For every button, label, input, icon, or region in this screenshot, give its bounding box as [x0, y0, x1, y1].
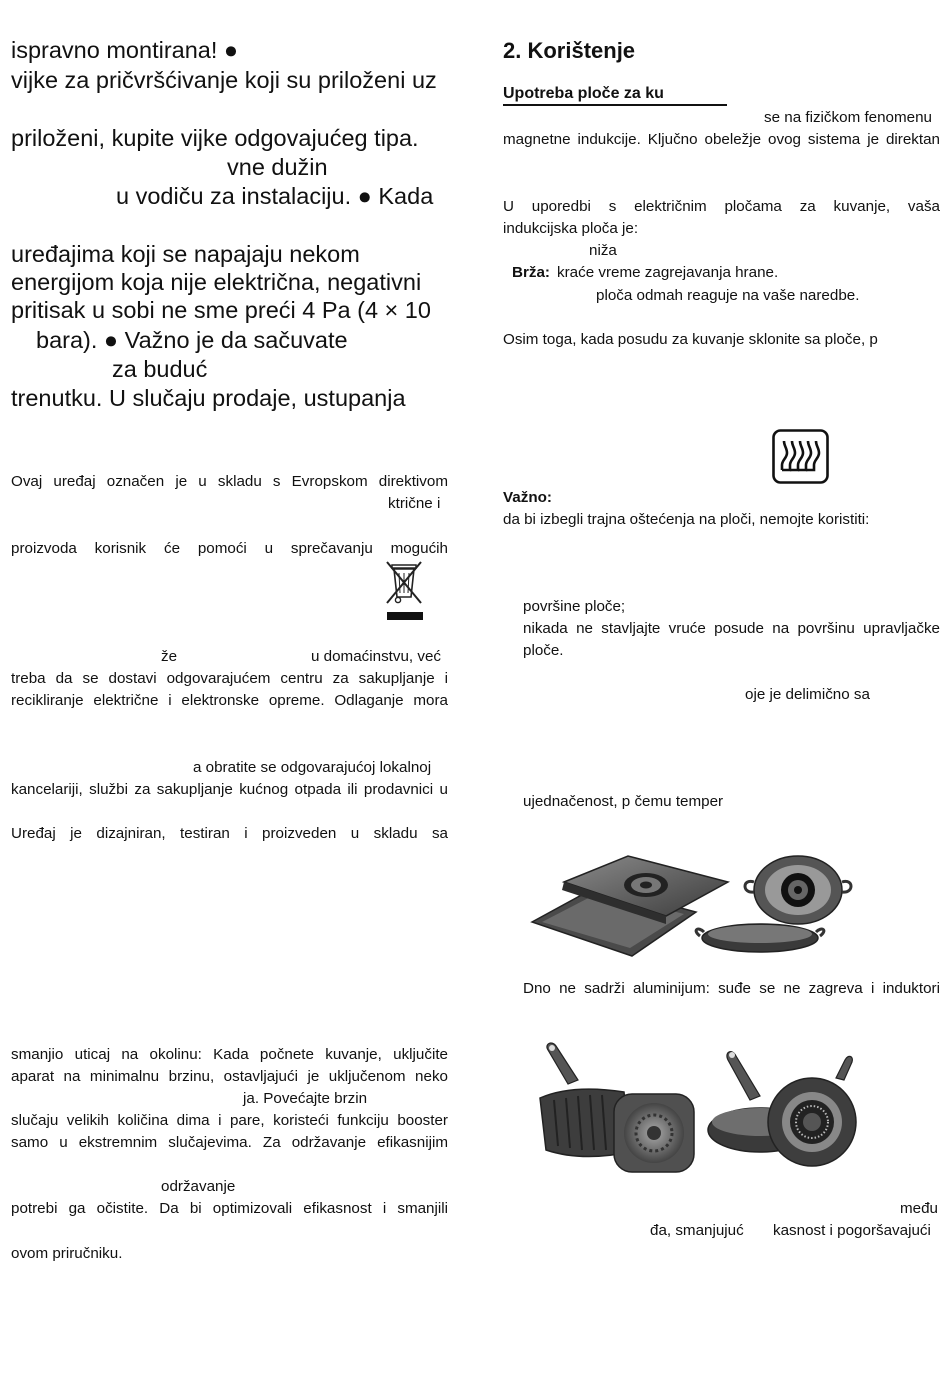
- bullet-label-brza: Brža:: [512, 264, 550, 281]
- left-text-line: priloženi, kupite vijke odgovajućeg tipa.: [11, 125, 419, 151]
- important-label: Važno:: [503, 489, 552, 506]
- section-title: 2. Korištenje: [503, 38, 636, 63]
- right-text-line: magnetne indukcije. Ključno obeležje ovog sistema je direktan: [503, 131, 940, 148]
- right-text-line: ujednačenost, p čemu temper: [523, 793, 724, 810]
- left-text-line: u vodiču za instalaciju. ● Kada: [116, 183, 434, 209]
- right-text-line: đa, smanjujuć: [650, 1222, 744, 1239]
- left-text-line: energijom koja nije električna, negativni: [11, 269, 422, 295]
- right-text-line: niža: [589, 242, 617, 259]
- left-text-line: ispravno montirana! ●: [11, 37, 239, 63]
- right-text-line: U uporedbi s električnim pločama za kuvanje, vaša: [503, 198, 940, 215]
- subsection-title: Upotreba ploče za ku: [503, 85, 664, 102]
- left-text-line: pritisak u sobi ne sme preći 4 Pa (4 × 10: [11, 297, 431, 323]
- induction-symbol-icon: [772, 429, 829, 484]
- left-small-line: u domaćinstvu, već: [311, 648, 441, 665]
- left-small-line: treba da se dostavi odgovarajućem centru za sakupljanje i: [11, 670, 448, 687]
- left-small-line: samo u ekstremnim slučajevima. Za održavanje efikasnijim: [11, 1134, 448, 1151]
- right-text-line: ploča odmah reaguje na vaše naredbe.: [596, 287, 860, 304]
- right-text-line: Dno ne sadrži aluminijum: suđe se ne zagreva i induktori: [523, 980, 940, 997]
- griddle-and-paella-pan-image: [528, 852, 858, 964]
- right-text-line: se na fizičkom fenomenu: [764, 109, 932, 126]
- left-text-line: trenutku. U slučaju prodaje, ustupanja: [11, 385, 406, 411]
- right-text-line: kraće vreme zagrejavanja hrane.: [557, 264, 779, 281]
- right-text-line: površine ploče;: [523, 598, 626, 615]
- weee-crossed-bin-icon: [383, 559, 425, 623]
- left-text-line: uređajima koji se napajaju nekom: [11, 241, 360, 267]
- left-small-line: že: [161, 648, 178, 665]
- right-text-line: među: [900, 1200, 938, 1217]
- left-small-line: Uređaj je dizajniran, testiran i proizveden u skladu sa: [11, 825, 448, 842]
- right-text-line: kasnost i pogoršavajući: [773, 1222, 931, 1239]
- left-small-line: kancelariji, službi za sakupljanje kućnog otpada ili prodavnici u: [11, 781, 448, 798]
- left-text-line: za buduć: [112, 356, 208, 382]
- left-small-line: a obratite se odgovarajućoj lokalnoj: [193, 759, 432, 776]
- left-small-line: recikliranje električne i elektronske opreme. Odlaganje mora: [11, 692, 448, 709]
- left-text-line: vijke za pričvršćivanje koji su priloženi uz: [11, 67, 437, 93]
- left-small-line: aparat na minimalnu brzinu, ostavljajući je uključenom neko: [11, 1068, 448, 1085]
- left-small-line: ktrične i: [388, 495, 441, 512]
- right-text-line: oje je delimično sa: [745, 686, 870, 703]
- left-small-line: potrebi ga očistite. Da bi optimizovali efikasnost i smanjili: [11, 1200, 448, 1217]
- left-small-line: Ovaj uređaj označen je u skladu s Evropskom direktivom: [11, 473, 448, 490]
- left-small-line: smanjio uticaj na okolinu: Kada počnete kuvanje, uključite: [11, 1046, 448, 1063]
- left-small-line: održavanje: [161, 1178, 236, 1195]
- right-text-line: da bi izbegli trajna oštećenja na ploči, nemojte koristiti:: [503, 511, 870, 528]
- right-text-line: nikada ne stavljajte vruće posude na površinu upravljačke: [523, 620, 940, 637]
- left-small-line: ovom priručniku.: [11, 1245, 123, 1262]
- left-small-line: slučaju velikih količina dima i pare, koristeći funkciju booster: [11, 1112, 448, 1129]
- grill-pan-and-frying-pan-image: [532, 1040, 858, 1180]
- left-small-line: ja. Povećajte brzin: [243, 1090, 368, 1107]
- left-text-line: bara). ● Važno je da sačuvate: [36, 327, 348, 353]
- right-text-line: indukcijska ploča je:: [503, 220, 639, 237]
- right-text-line: ploče.: [523, 642, 564, 659]
- left-small-line: proizvoda korisnik će pomoći u sprečavanju mogućih: [11, 540, 448, 557]
- left-text-line: vne dužin: [227, 154, 328, 180]
- right-text-line: Osim toga, kada posudu za kuvanje sklonite sa ploče, p: [503, 331, 878, 348]
- subsection-underline: [503, 104, 727, 106]
